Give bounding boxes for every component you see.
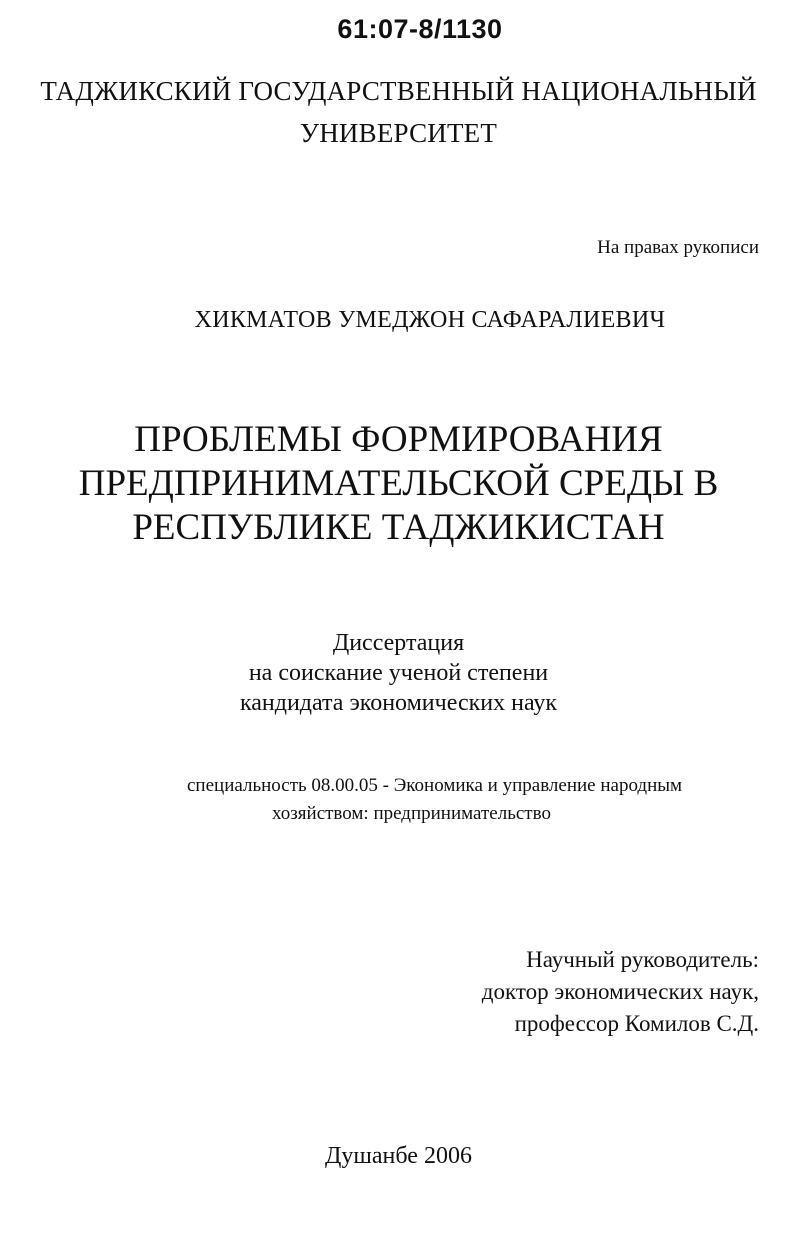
title-line-2: ПРЕДПРИНИМАТЕЛЬСКОЙ СРЕДЫ В xyxy=(78,463,719,504)
supervisor-line-2: доктор экономических наук, xyxy=(481,979,759,1004)
degree-statement xyxy=(0,628,797,718)
specialty-line-2: хозяйством: предпринимательство xyxy=(272,803,551,824)
university-name xyxy=(0,70,797,154)
place-and-year: Душанбе 2006 xyxy=(325,1143,472,1169)
dissertation-title xyxy=(0,418,797,550)
author-name: ХИКМАТОВ УМЕДЖОН САФАРАЛИЕВИЧ xyxy=(194,307,666,333)
university-name-line-1: ТАДЖИКСКИЙ ГОСУДАРСТВЕННЫЙ НАЦИОНАЛЬНЫЙ xyxy=(40,76,757,106)
title-line-3: РЕСПУБЛИКЕ ТАДЖИКИСТАН xyxy=(132,507,665,548)
scientific-supervisor xyxy=(482,944,759,1040)
specialty xyxy=(187,772,682,828)
degree-line-2: на соискание ученой степени xyxy=(248,660,549,686)
supervisor-line-3: профессор Комилов С.Д. xyxy=(514,1011,759,1036)
manuscript-note: На правах рукописи xyxy=(597,237,759,258)
title-line-1: ПРОБЛЕМЫ ФОРМИРОВАНИЯ xyxy=(134,419,663,460)
degree-line-1: Диссертация xyxy=(332,630,465,656)
degree-line-3: кандидата экономических наук xyxy=(239,690,558,716)
supervisor-line-1: Научный руководитель: xyxy=(526,947,759,972)
university-name-line-2: УНИВЕРСИТЕТ xyxy=(299,118,498,148)
catalog-number: 61:07-8/1130 xyxy=(337,14,503,44)
specialty-line-1: специальность 08.00.05 - Экономика и управление народным xyxy=(187,775,683,796)
